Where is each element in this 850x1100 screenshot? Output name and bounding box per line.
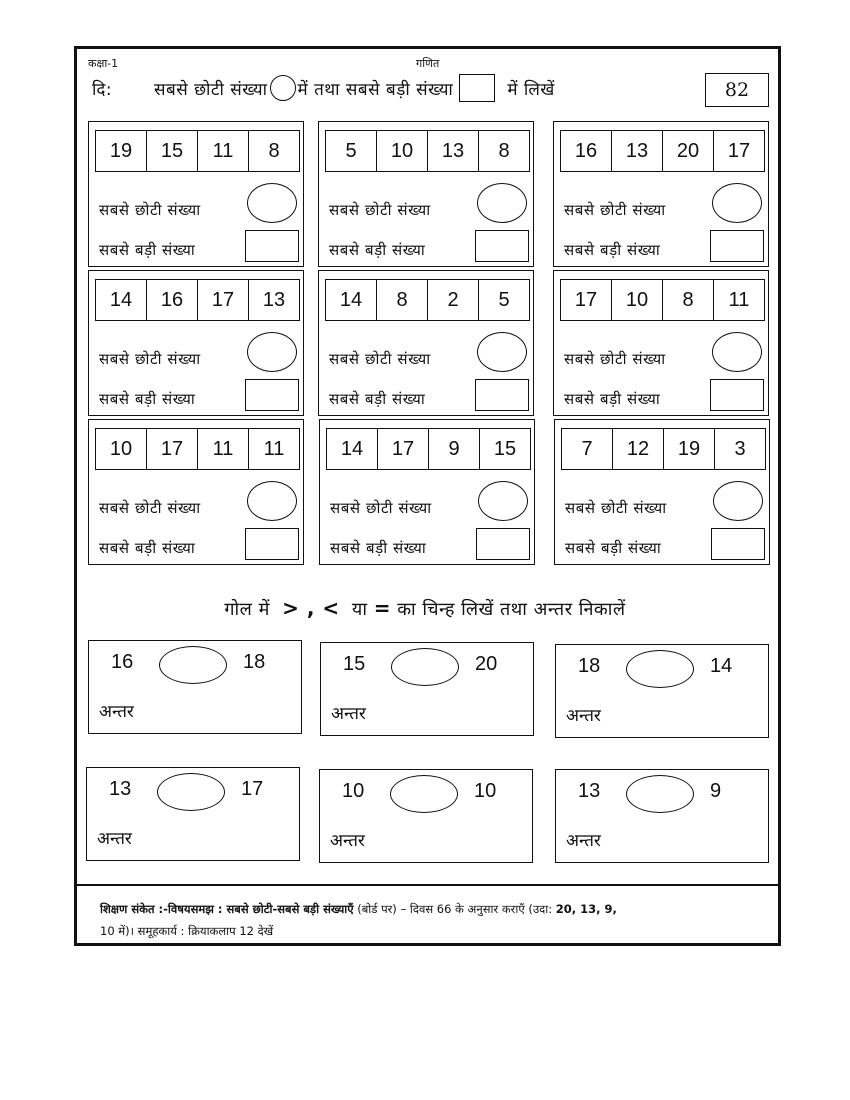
teaching-note-text: (बोर्ड पर) – दिवस 66 के अनुसार कराएँ (उदा: bbox=[357, 902, 553, 916]
first-number: 18 bbox=[578, 655, 601, 677]
second-number: 20 bbox=[475, 653, 498, 675]
instruction-part-2: या bbox=[351, 599, 368, 620]
difference-label: अन्तर bbox=[566, 831, 601, 851]
number-cell: 13 bbox=[612, 131, 663, 171]
number-cell: 20 bbox=[663, 131, 714, 171]
circle-symbol bbox=[270, 75, 296, 101]
number-cell: 15 bbox=[147, 131, 198, 171]
largest-label: सबसे बड़ी संख्या bbox=[329, 241, 426, 259]
difference-label: अन्तर bbox=[566, 706, 601, 726]
number-set-card bbox=[318, 270, 534, 416]
number-set-card bbox=[554, 419, 770, 565]
largest-answer-box[interactable] bbox=[711, 528, 765, 560]
smallest-label: सबसे छोटी संख्या bbox=[565, 499, 667, 517]
number-cell: 3 bbox=[734, 437, 746, 460]
difference-label: अन्तर bbox=[99, 702, 134, 722]
first-number: 13 bbox=[109, 778, 132, 800]
symbol-oval[interactable] bbox=[391, 648, 459, 686]
largest-label: सबसे बड़ी संख्या bbox=[99, 390, 196, 408]
smallest-label: सबसे छोटी संख्या bbox=[99, 350, 201, 368]
comparison-card bbox=[86, 767, 300, 861]
instruction-part-3: में लिखें bbox=[507, 79, 555, 100]
smallest-answer-circle[interactable] bbox=[477, 332, 527, 372]
number-cell: 11 bbox=[263, 437, 285, 460]
number-set-card bbox=[318, 121, 534, 267]
number-cell: 16 bbox=[147, 280, 198, 320]
symbol-oval[interactable] bbox=[626, 775, 694, 813]
comparison-card bbox=[319, 769, 533, 863]
comparison-instruction bbox=[0, 596, 850, 621]
smallest-label: सबसे छोटी संख्या bbox=[330, 499, 432, 517]
number-row bbox=[95, 428, 300, 470]
subject-label: गणित bbox=[416, 57, 440, 70]
number-set-card bbox=[88, 121, 304, 267]
number-cell: 11 bbox=[728, 288, 750, 311]
number-cell: 17 bbox=[561, 280, 612, 320]
comparison-card bbox=[320, 642, 534, 736]
number-cell: 14 bbox=[96, 280, 147, 320]
number-row bbox=[561, 428, 766, 470]
teaching-note-line-2: 10 में)। समूहकार्य : क्रियाकलाप 12 देखें bbox=[100, 924, 274, 938]
number-cell: 13 bbox=[262, 288, 286, 311]
second-number: 10 bbox=[474, 780, 497, 802]
second-number: 9 bbox=[710, 780, 722, 802]
largest-answer-box[interactable] bbox=[245, 528, 299, 560]
first-number: 13 bbox=[578, 780, 601, 802]
number-cell: 12 bbox=[613, 429, 664, 469]
number-cell: 10 bbox=[377, 131, 428, 171]
number-row bbox=[95, 130, 300, 172]
largest-label: सबसे बड़ी संख्या bbox=[564, 390, 661, 408]
symbol-oval[interactable] bbox=[626, 650, 694, 688]
smallest-label: सबसे छोटी संख्या bbox=[564, 350, 666, 368]
first-number: 16 bbox=[111, 651, 134, 673]
number-set-card bbox=[88, 419, 304, 565]
comparison-card bbox=[88, 640, 302, 734]
number-set-card bbox=[88, 270, 304, 416]
smallest-label: सबसे छोटी संख्या bbox=[329, 201, 431, 219]
number-cell: 7 bbox=[562, 429, 613, 469]
symbol-oval[interactable] bbox=[157, 773, 225, 811]
instruction-part-3: का चिन्ह लिखें तथा अन्तर निकालें bbox=[397, 599, 626, 620]
symbol-oval[interactable] bbox=[390, 775, 458, 813]
number-cell: 17 bbox=[727, 139, 751, 162]
comparison-card bbox=[555, 644, 769, 738]
number-row bbox=[326, 428, 531, 470]
smallest-answer-circle[interactable] bbox=[712, 332, 762, 372]
smallest-answer-circle[interactable] bbox=[477, 183, 527, 223]
equals-symbol: = bbox=[373, 596, 391, 620]
smallest-answer-circle[interactable] bbox=[247, 332, 297, 372]
number-cell: 8 bbox=[498, 139, 510, 162]
largest-label: सबसे बड़ी संख्या bbox=[99, 539, 196, 557]
number-cell: 11 bbox=[198, 131, 249, 171]
smallest-label: सबसे छोटी संख्या bbox=[99, 499, 201, 517]
largest-label: सबसे बड़ी संख्या bbox=[565, 539, 662, 557]
number-cell: 10 bbox=[96, 429, 147, 469]
comparison-card bbox=[555, 769, 769, 863]
first-number: 15 bbox=[343, 653, 366, 675]
number-cell: 8 bbox=[268, 139, 280, 162]
number-row bbox=[325, 279, 530, 321]
instruction-line bbox=[92, 74, 692, 102]
largest-answer-box[interactable] bbox=[245, 230, 299, 262]
number-cell: 16 bbox=[561, 131, 612, 171]
largest-answer-box[interactable] bbox=[476, 528, 530, 560]
number-row bbox=[560, 130, 765, 172]
largest-label: सबसे बड़ी संख्या bbox=[330, 539, 427, 557]
day-label: दि: bbox=[92, 79, 113, 100]
second-number: 17 bbox=[241, 778, 264, 800]
number-cell: 15 bbox=[493, 437, 517, 460]
number-cell: 10 bbox=[612, 280, 663, 320]
smallest-answer-circle[interactable] bbox=[712, 183, 762, 223]
number-cell: 14 bbox=[326, 280, 377, 320]
largest-answer-box[interactable] bbox=[475, 379, 529, 411]
difference-label: अन्तर bbox=[330, 831, 365, 851]
number-cell: 8 bbox=[377, 280, 428, 320]
difference-label: अन्तर bbox=[331, 704, 366, 724]
number-set-card bbox=[553, 270, 769, 416]
number-cell: 19 bbox=[96, 131, 147, 171]
difference-label: अन्तर bbox=[97, 829, 132, 849]
symbol-oval[interactable] bbox=[159, 646, 227, 684]
number-cell: 14 bbox=[327, 429, 378, 469]
number-cell: 19 bbox=[664, 429, 715, 469]
comparison-symbols: > , < bbox=[282, 596, 340, 620]
teaching-note-heading: शिक्षण संकेत :-विषयसमझ : सबसे छोटी-सबसे बड़ी संख्याएँ bbox=[100, 902, 354, 916]
number-cell: 17 bbox=[378, 429, 429, 469]
number-cell: 11 bbox=[198, 429, 249, 469]
second-number: 14 bbox=[710, 655, 733, 677]
smallest-label: सबसे छोटी संख्या bbox=[329, 350, 431, 368]
footer-divider bbox=[74, 884, 781, 886]
number-cell: 5 bbox=[326, 131, 377, 171]
number-cell: 13 bbox=[428, 131, 479, 171]
smallest-answer-circle[interactable] bbox=[713, 481, 763, 521]
smallest-label: सबसे छोटी संख्या bbox=[564, 201, 666, 219]
number-row bbox=[325, 130, 530, 172]
largest-answer-box[interactable] bbox=[245, 379, 299, 411]
largest-label: सबसे बड़ी संख्या bbox=[564, 241, 661, 259]
largest-label: सबसे बड़ी संख्या bbox=[329, 390, 426, 408]
first-number: 10 bbox=[342, 780, 365, 802]
teaching-note bbox=[100, 898, 780, 942]
largest-answer-box[interactable] bbox=[710, 230, 764, 262]
number-set-card bbox=[319, 419, 535, 565]
instruction-part-1: सबसे छोटी संख्या bbox=[154, 79, 268, 100]
smallest-answer-circle[interactable] bbox=[247, 481, 297, 521]
second-number: 18 bbox=[243, 651, 266, 673]
largest-answer-box[interactable] bbox=[710, 379, 764, 411]
page-number: 82 bbox=[705, 73, 769, 107]
number-cell: 8 bbox=[663, 280, 714, 320]
instruction-part-2: में तथा सबसे बड़ी संख्या bbox=[297, 79, 454, 100]
number-cell: 5 bbox=[498, 288, 510, 311]
box-symbol bbox=[459, 74, 495, 102]
number-cell: 9 bbox=[429, 429, 480, 469]
smallest-answer-circle[interactable] bbox=[247, 183, 297, 223]
smallest-answer-circle[interactable] bbox=[478, 481, 528, 521]
number-cell: 17 bbox=[147, 429, 198, 469]
number-cell: 2 bbox=[428, 280, 479, 320]
largest-label: सबसे बड़ी संख्या bbox=[99, 241, 196, 259]
number-set-card bbox=[553, 121, 769, 267]
teaching-note-example: 20, 13, 9, bbox=[555, 902, 617, 916]
instruction-part-1: गोल में bbox=[224, 599, 270, 620]
number-row bbox=[95, 279, 300, 321]
largest-answer-box[interactable] bbox=[475, 230, 529, 262]
smallest-label: सबसे छोटी संख्या bbox=[99, 201, 201, 219]
number-row bbox=[560, 279, 765, 321]
class-label: कक्षा-1 bbox=[88, 57, 119, 70]
number-cell: 17 bbox=[198, 280, 249, 320]
